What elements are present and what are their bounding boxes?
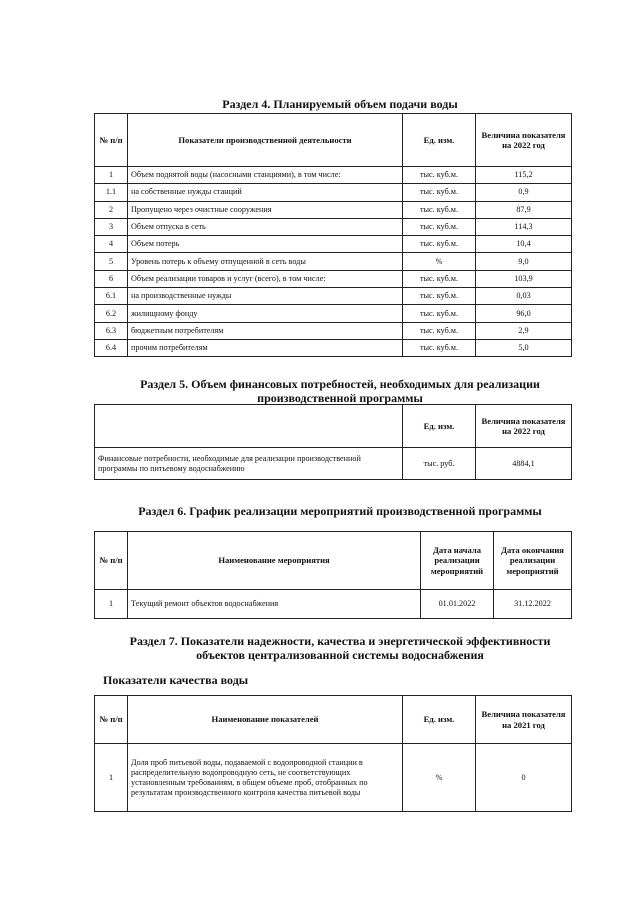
row-unit: тыс. куб.м. (403, 288, 476, 305)
row-indicator: на производственные нужды (128, 288, 403, 305)
section-6-title: Раздел 6. График реализации мероприятий производственной программы (138, 504, 542, 518)
col-header-unit: Ед. изм. (403, 696, 476, 744)
col-header-value: Величина показателя на 2021 год (476, 696, 572, 744)
financial-needs-unit: тыс. руб. (403, 448, 476, 480)
section-5-header-row (95, 405, 572, 448)
row-unit: тыс. куб.м. (403, 270, 476, 287)
row-num: 1 (95, 167, 128, 184)
row-num: 2 (95, 201, 128, 218)
row-unit: % (403, 253, 476, 270)
row-unit: тыс. куб.м. (403, 339, 476, 356)
financial-needs-value: 4884,1 (476, 448, 572, 480)
col-header-end-date: Дата окончания реализации мероприятий (494, 532, 572, 590)
row-value: 10,4 (476, 236, 572, 253)
row-indicator: жилищному фонду (128, 305, 403, 322)
quality-num: 1 (95, 744, 128, 812)
row-num: 4 (95, 236, 128, 253)
row-num: 6 (95, 270, 128, 287)
col-header-unit: Ед. изм. (403, 114, 476, 167)
row-num: 6.3 (95, 322, 128, 339)
section-6-table (94, 531, 572, 619)
row-indicator: бюджетным потребителям (128, 322, 403, 339)
row-unit: тыс. куб.м. (403, 236, 476, 253)
row-unit: тыс. куб.м. (403, 201, 476, 218)
row-value: 5,0 (476, 339, 572, 356)
row-num: 6.2 (95, 305, 128, 322)
col-header-num: № п/п (95, 532, 128, 590)
col-header-num: № п/п (95, 696, 128, 744)
col-header-event-name: Наименование мероприятия (128, 532, 421, 590)
water-quality-subtitle: Показатели качества воды (103, 673, 249, 687)
row-unit: тыс. куб.м. (403, 305, 476, 322)
row-indicator: Объем отпуска в сеть (128, 218, 403, 235)
table-row (95, 218, 572, 235)
col-header-indicator-name: Наименование показателей (128, 696, 403, 744)
row-indicator: Объем потерь (128, 236, 403, 253)
row-unit: тыс. куб.м. (403, 184, 476, 201)
table-row (95, 305, 572, 322)
section-5-table (94, 404, 572, 480)
table-row (95, 288, 572, 305)
table-row (95, 448, 572, 480)
quality-unit: % (403, 744, 476, 812)
row-num: 3 (95, 218, 128, 235)
event-end-date: 31.12.2022 (494, 590, 572, 619)
row-value: 9,0 (476, 253, 572, 270)
event-start-date: 01.01.2022 (421, 590, 494, 619)
row-value: 87,9 (476, 201, 572, 218)
row-value: 115,2 (476, 167, 572, 184)
section-7-table (94, 695, 572, 812)
row-num: 6.1 (95, 288, 128, 305)
section-5-title-line1: Раздел 5. Объем финансовых потребностей, необходимых для реализации (140, 377, 540, 391)
event-name: Текущий ремонт объектов водоснабжения (128, 590, 421, 619)
event-num: 1 (95, 590, 128, 619)
row-value: 0,9 (476, 184, 572, 201)
row-value: 114,3 (476, 218, 572, 235)
table-row (95, 744, 572, 812)
quality-name: Доля проб питьевой воды, подаваемой с водопроводной станции в распределительную водопроводную сеть, не соответствующих установленным требованиям, в общем объеме проб, отобранных по результатам производственного контроля качества питьевой воды (128, 744, 403, 812)
section-6-header-row (95, 532, 572, 590)
table-row (95, 236, 572, 253)
col-header-indicator: Показатели производственной деятельности (128, 114, 403, 167)
row-num: 5 (95, 253, 128, 270)
row-value: 103,9 (476, 270, 572, 287)
table-row (95, 322, 572, 339)
row-value: 2,9 (476, 322, 572, 339)
row-num: 6.4 (95, 339, 128, 356)
row-unit: тыс. куб.м. (403, 167, 476, 184)
row-indicator: на собственные нужды станций (128, 184, 403, 201)
col-header-unit: Ед. изм. (403, 405, 476, 448)
table-row (95, 201, 572, 218)
row-value: 96,0 (476, 305, 572, 322)
section-4-table (94, 113, 572, 357)
col-header-value: Величина показателя на 2022 год (476, 405, 572, 448)
table-row (95, 270, 572, 287)
row-indicator: Объем реализации товаров и услуг (всего), в том числе: (128, 270, 403, 287)
row-value: 0,03 (476, 288, 572, 305)
row-indicator: прочим потребителям (128, 339, 403, 356)
col-header-num: № п/п (95, 114, 128, 167)
section-4-title: Раздел 4. Планируемый объем подачи воды (222, 97, 458, 111)
section-7-title-line1: Раздел 7. Показатели надежности, качества и энергетической эффективности (129, 634, 551, 648)
row-unit: тыс. куб.м. (403, 218, 476, 235)
row-indicator: Пропущено через очистные сооружения (128, 201, 403, 218)
table-row (95, 339, 572, 356)
row-unit: тыс. куб.м. (403, 322, 476, 339)
table-row (95, 167, 572, 184)
row-num: 1.1 (95, 184, 128, 201)
section-7-title-line2: объектов централизованной системы водоснабжения (196, 648, 484, 662)
table-row (95, 590, 572, 619)
row-indicator: Уровень потерь к объему отпущенной в сеть воды (128, 253, 403, 270)
section-5-title-line2: производственной программы (257, 391, 423, 405)
col-header-blank (95, 405, 403, 448)
section-7-header-row (95, 696, 572, 744)
row-indicator: Объем поднятой воды (насосными станциями), в том числе: (128, 167, 403, 184)
col-header-value: Величина показателя на 2022 год (476, 114, 572, 167)
section-4-header-row (95, 114, 572, 167)
section-4-body (95, 167, 572, 357)
table-row (95, 184, 572, 201)
quality-value: 0 (476, 744, 572, 812)
table-row (95, 253, 572, 270)
col-header-start-date: Дата начала реализации мероприятий (421, 532, 494, 590)
financial-needs-name: Финансовые потребности, необходимые для реализации производственной программы по питьевому водоснабжению (95, 448, 403, 480)
